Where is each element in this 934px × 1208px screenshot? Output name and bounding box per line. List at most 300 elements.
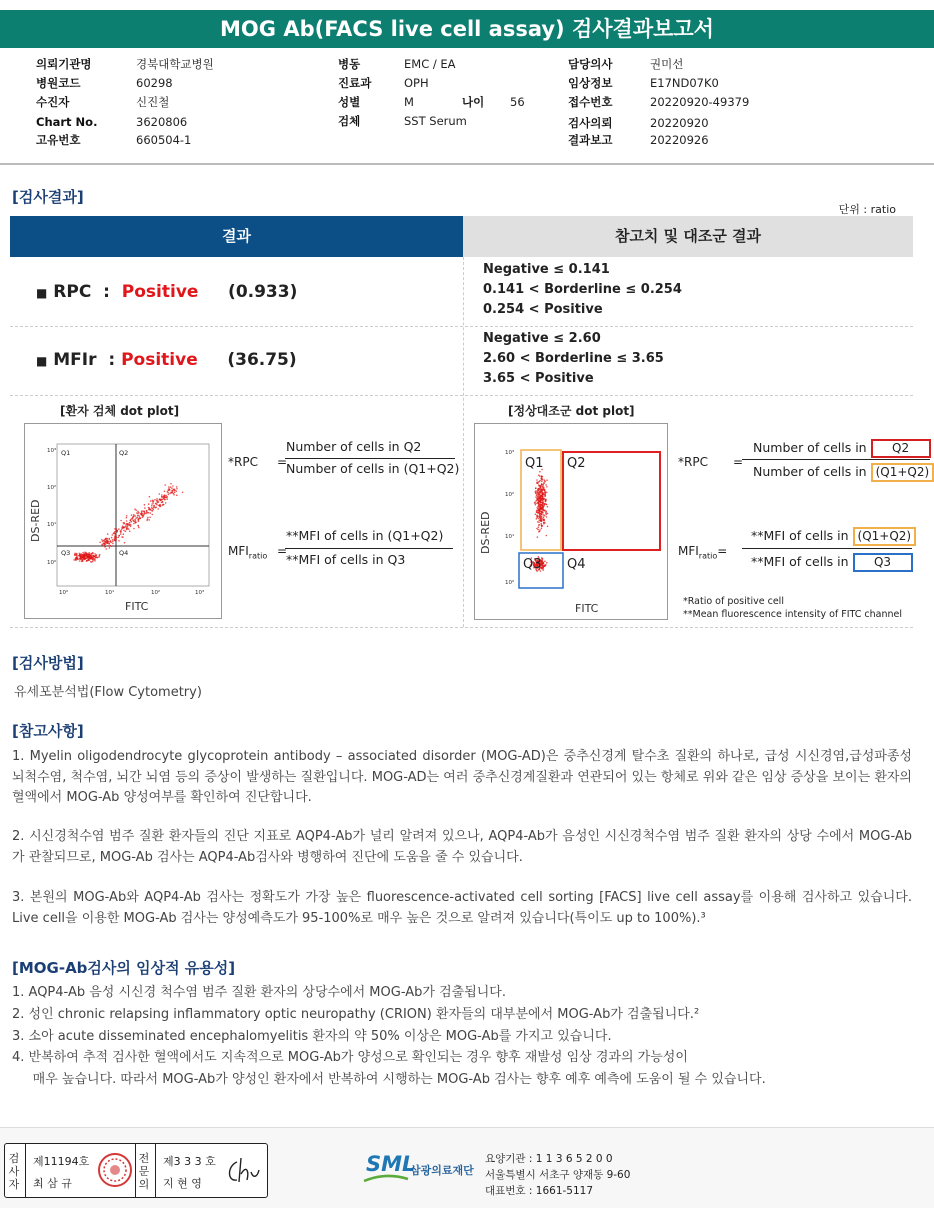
dot [123, 526, 125, 528]
dot [96, 557, 98, 559]
dot [540, 489, 542, 491]
dot [171, 487, 173, 489]
dot [127, 523, 129, 525]
row-divider [10, 326, 913, 327]
dot [116, 530, 118, 532]
dot [114, 531, 116, 533]
dot [535, 504, 537, 506]
dot [145, 512, 147, 514]
dot [543, 520, 545, 522]
dot [148, 509, 150, 511]
dot [538, 496, 540, 498]
dot [538, 488, 540, 490]
info-hospital-code: 병원코드 60298 [36, 76, 173, 90]
dot [110, 541, 112, 543]
tick-y: 10³ [505, 450, 515, 456]
q4-label: Q4 [567, 557, 586, 572]
dot [148, 512, 150, 514]
dot [102, 541, 104, 543]
dot [542, 503, 544, 505]
note-paragraph: 1. Myelin oligodendrocyte glycoprotein antibody – associated disorder (MOG-AD)은 중추신경계 탈수초 질환의 하나로, 급성 시신경염,급성파종성 뇌척수염, 척수염, 뇌간 뇌염 등의 증상이 발생하는 질환입니다. MOG-AD는 여러 중추신경계질환과 연관되어 있는 항체로 위와 같은 임상 증상을 보이는 환자의 혈액에서 MOG-Ab 양성여부를 확인하여 진단합니다. [12, 749, 912, 805]
dot [126, 520, 128, 522]
dot [541, 526, 543, 528]
dot [537, 497, 539, 499]
dot [539, 519, 541, 521]
dot [147, 518, 149, 520]
dot [126, 517, 128, 519]
dot [538, 505, 540, 507]
signature-icon [223, 1152, 265, 1190]
dot [535, 514, 537, 516]
dot [536, 479, 538, 481]
dot [543, 479, 545, 481]
dot [130, 524, 132, 526]
dot [135, 510, 137, 512]
dot [112, 534, 114, 536]
dot [74, 554, 76, 556]
dot [546, 486, 548, 488]
dot [170, 492, 172, 494]
dot [104, 546, 106, 548]
list-item: 4. 반복하여 추적 검사한 혈액에서도 지속적으로 MOG-Ab가 양성으로 확인되는 경우 향후 재발성 임상 경과의 가능성이 [12, 1050, 688, 1065]
fraction-line [285, 548, 453, 549]
dot [118, 528, 120, 530]
dot [540, 486, 542, 488]
dot [149, 496, 151, 498]
dot [137, 516, 139, 518]
dot [164, 497, 166, 499]
dot [156, 500, 158, 502]
dot [118, 535, 120, 537]
dot [547, 506, 549, 508]
dot [154, 499, 156, 501]
dot [146, 510, 148, 512]
dot [540, 523, 542, 525]
divider [135, 1144, 136, 1197]
dot [542, 558, 544, 560]
dot [169, 489, 171, 491]
dot [125, 531, 127, 533]
mfi-formula-label: $MFI_{ratio}$ [228, 544, 268, 561]
tick-y: 10³ [47, 448, 57, 454]
dot [541, 481, 543, 483]
dot [536, 517, 538, 519]
dot [118, 537, 120, 539]
dot [174, 492, 176, 494]
dot [165, 502, 167, 504]
dot [153, 505, 155, 507]
info-unique-no: 고유번호 660504-1 [36, 133, 192, 147]
dot [537, 529, 539, 531]
dot [94, 558, 96, 560]
list-item: 매우 높습니다. 따라서 MOG-Ab가 양성인 환자에서 반복하여 시행하는 MOG-Ab 검사는 향후 예후 예측에 도움이 될 수 있습니다. [12, 1072, 766, 1087]
dot [540, 504, 542, 506]
dot [538, 526, 540, 528]
dot [87, 553, 89, 555]
dot [158, 501, 160, 503]
dot [144, 507, 146, 509]
dot [109, 547, 111, 549]
dot [539, 513, 541, 515]
dot [544, 490, 546, 492]
dot [107, 545, 109, 547]
tick-x: 10¹ [105, 590, 115, 596]
dot [83, 558, 85, 560]
method-text: 유세포분석법(Flow Cytometry) [14, 685, 202, 700]
dot [168, 494, 170, 496]
dot [141, 515, 143, 517]
info-ward: 병동 EMC / EA [338, 57, 456, 71]
dot [114, 528, 116, 530]
dot [546, 535, 548, 537]
dot [144, 512, 146, 514]
dot [90, 553, 92, 555]
dot [142, 510, 144, 512]
info-doctor: 담당의사 권미선 [568, 57, 684, 71]
dot [545, 499, 547, 501]
dot [92, 558, 94, 560]
seal-icon [97, 1152, 133, 1188]
rpc-numerator: Number of cells in Q2 [286, 439, 422, 454]
dot [122, 536, 124, 538]
dot [90, 554, 92, 556]
dot [543, 567, 545, 569]
dot [133, 514, 135, 516]
rpc-numerator: Number of cells in Q2 [753, 439, 931, 458]
dot [162, 501, 164, 503]
dot [150, 512, 152, 514]
tick-y: 10² [47, 485, 57, 491]
dot [73, 559, 75, 561]
footnote-rpc: *Ratio of positive cell [683, 596, 784, 607]
dot [543, 510, 545, 512]
dot [79, 553, 81, 555]
dot [172, 490, 174, 492]
specialist-license: 제3 3 3 호 [163, 1155, 216, 1168]
dot [537, 489, 539, 491]
dot [541, 479, 543, 481]
signature-box [4, 1143, 268, 1198]
info-request-date: 검사의뢰 20220920 [568, 116, 709, 130]
dot [176, 494, 178, 496]
control-dot-plot-svg [475, 424, 667, 619]
examiner-license: 제11194호 [33, 1155, 90, 1168]
q3-label: Q3 [523, 557, 542, 572]
info-referral-org: 의뢰기관명 경북대학교병원 [36, 57, 214, 71]
dot [116, 528, 118, 530]
unit-label: 단위 : ratio [838, 203, 896, 216]
dot [157, 508, 159, 510]
dot [539, 529, 541, 531]
info-patient-name: 수진자 신진철 [36, 95, 170, 109]
dot [543, 487, 545, 489]
control-plot-title: [정상대조군 dot plot] [508, 404, 635, 418]
dot [542, 476, 544, 478]
section-title-method: [검사방법] [12, 654, 84, 672]
dot [547, 526, 549, 528]
dot [545, 484, 547, 486]
dot [535, 488, 537, 490]
dot [127, 526, 129, 528]
dot [138, 519, 140, 521]
dot [155, 503, 157, 505]
dot [543, 522, 545, 524]
dot [544, 481, 546, 483]
dot [539, 516, 541, 518]
dot [176, 490, 178, 492]
info-specimen: 검체 SST Serum [338, 114, 467, 128]
dot [155, 506, 157, 508]
dot [535, 493, 537, 495]
dot [544, 503, 546, 505]
rpc-denominator: Number of cells in (Q1+Q2) [286, 461, 460, 476]
q2-label: Q2 [119, 449, 129, 457]
dot [122, 525, 124, 527]
x-axis-label: FITC [125, 600, 149, 613]
dot [161, 496, 163, 498]
dot [86, 560, 88, 562]
dot [535, 490, 537, 492]
footer-info: 요양기관 : 1 1 3 6 5 2 0 0 서울특별시 서초구 양재동 9-60 대표번호 : 1661-5117 [485, 1153, 631, 1197]
dot [107, 533, 109, 535]
dot [159, 493, 161, 495]
dot [130, 520, 132, 522]
rpc-denominator: Number of cells in (Q1+Q2) [753, 463, 934, 482]
equals-sign: = [277, 455, 288, 469]
dot [537, 502, 539, 504]
dot [148, 503, 150, 505]
mfi-denominator: **MFI of cells in Q3 [751, 553, 913, 572]
dot [541, 489, 543, 491]
list-item: 3. 소아 acute disseminated encephalomyelitis 환자의 약 50% 이상은 MOG-Ab를 가지고 있습니다. [12, 1029, 612, 1044]
dot [108, 543, 110, 545]
dot [182, 492, 184, 494]
info-chart-no: Chart No. 3620806 [36, 115, 188, 129]
dot [543, 516, 545, 518]
dot [121, 529, 123, 531]
dot [75, 558, 77, 560]
dot [541, 528, 543, 530]
dot [153, 509, 155, 511]
dot [147, 517, 149, 519]
y-axis-label: DS-RED [479, 511, 492, 554]
dot [85, 555, 87, 557]
dot [535, 500, 537, 502]
dot [82, 560, 84, 562]
fraction-line [285, 458, 455, 459]
dot [99, 542, 101, 544]
section-title-results: [검사결과] [12, 188, 84, 206]
x-axis-label: FITC [575, 602, 599, 615]
dot [140, 518, 142, 520]
dot [537, 481, 539, 483]
dot [134, 508, 136, 510]
dot [111, 546, 113, 548]
dot [134, 519, 136, 521]
dot [98, 556, 100, 558]
report-title: MOG Ab(FACS live cell assay) 검사결과보고서 [0, 10, 934, 48]
dot [112, 543, 114, 545]
dot [546, 516, 548, 518]
section-title-clinical: [MOG-Ab검사의 임상적 유용성] [12, 959, 236, 977]
dot [173, 494, 175, 496]
dot [539, 514, 541, 516]
dot [152, 502, 154, 504]
dot [106, 542, 108, 544]
dot [537, 536, 539, 538]
list-item: 1. AQP4-Ab 음성 시신경 척수염 범주 질환 환자의 상당수에서 MOG-Ab가 검출됩니다. [12, 985, 506, 1000]
dot [133, 523, 135, 525]
mfi-formula-label: $MFI_{ratio}=$ [678, 544, 728, 561]
dot [79, 555, 81, 557]
dot [170, 486, 172, 488]
dot [105, 548, 107, 550]
dot [106, 539, 108, 541]
q2-label: Q2 [567, 456, 586, 471]
dot [541, 495, 543, 497]
result-rpc: ■ RPC : Positive (0.933) [36, 282, 298, 302]
info-sex: 성별 M 나이 56 [338, 95, 525, 109]
dot [547, 513, 549, 515]
rpc-formula-label: *RPC [228, 455, 258, 469]
dot [539, 494, 541, 496]
info-department: 진료과 OPH [338, 76, 429, 90]
dot [539, 492, 541, 494]
dot [156, 498, 158, 500]
dot [120, 533, 122, 535]
dot [164, 495, 166, 497]
dot [539, 471, 541, 473]
dot [536, 515, 538, 517]
note-paragraph: 2. 시신경척수염 범주 질환 환자들의 진단 지표로 AQP4-Ab가 널리 알려져 있으나, AQP4-Ab가 음성인 시신경척수염 범주 질환 환자의 상당 수에서 MOG-Ab가 관찰되므로, MOG-Ab 검사는 AQP4-Ab검사와 병행하여 진단에 도움을 줄 수 있습니다. [12, 829, 912, 865]
dot [131, 514, 133, 516]
dot [544, 565, 546, 567]
dot [138, 527, 140, 529]
dot [152, 500, 154, 502]
dot [129, 522, 131, 524]
dot [534, 502, 536, 504]
q4-label: Q4 [119, 549, 129, 557]
dot [174, 489, 176, 491]
tick-x: 10³ [195, 590, 205, 596]
dot [144, 504, 146, 506]
row-divider [10, 395, 913, 396]
tick-y: 10² [505, 492, 515, 498]
dot [538, 524, 540, 526]
dot [123, 530, 125, 532]
dot [538, 518, 540, 520]
logo-swoosh-icon [362, 1174, 410, 1184]
dot [115, 534, 117, 536]
dot [113, 539, 115, 541]
dot [91, 556, 93, 558]
dot [538, 522, 540, 524]
dot [176, 486, 178, 488]
divider [25, 1144, 26, 1197]
footnote-mfi: **Mean fluorescence intensity of FITC channel [683, 609, 903, 620]
divider [155, 1144, 156, 1197]
dot [152, 514, 154, 516]
dot [95, 555, 97, 557]
dot [120, 531, 122, 533]
dot [94, 553, 96, 555]
divider [0, 163, 934, 165]
dot [118, 540, 120, 542]
dot [105, 538, 107, 540]
q1-label: Q1 [61, 449, 71, 457]
dot [112, 539, 114, 541]
dot [126, 515, 128, 517]
patient-dot-plot [24, 423, 222, 619]
dot [165, 497, 167, 499]
dot [168, 486, 170, 488]
dot [536, 511, 538, 513]
row-divider [10, 627, 913, 628]
dot [129, 531, 131, 533]
dot [90, 561, 92, 563]
mfi-denominator: **MFI of cells in Q3 [286, 552, 406, 567]
equals-sign: = [277, 544, 288, 558]
fraction-line [742, 459, 930, 460]
dot [76, 555, 78, 557]
dot [159, 504, 161, 506]
dot [126, 528, 128, 530]
dot [544, 561, 546, 563]
reference-rpc: Negative ≤ 0.141 0.141 < Borderline ≤ 0.254 0.254 < Positive [483, 262, 682, 317]
tick-x: 10⁰ [59, 590, 69, 596]
dot [546, 479, 548, 481]
dot [172, 485, 174, 487]
dot [104, 544, 106, 546]
patient-dot-plot-svg [25, 424, 221, 618]
dot [538, 501, 540, 503]
dot [81, 555, 83, 557]
dot [121, 527, 123, 529]
dot [543, 501, 545, 503]
dot [79, 560, 81, 562]
dot [125, 526, 127, 528]
dot [159, 498, 161, 500]
dot [176, 488, 178, 490]
header-result: 결과 [10, 216, 463, 257]
header-reference: 참고치 및 대조군 결과 [463, 216, 913, 257]
dot [537, 499, 539, 501]
info-receipt-no: 접수번호 20220920-49379 [568, 95, 750, 109]
dot [545, 511, 547, 513]
q1-label: Q1 [525, 456, 544, 471]
org-name: 삼광의료재단 [410, 1164, 474, 1177]
dot [541, 524, 543, 526]
result-mfir: ■ MFIr : Positive (36.75) [36, 350, 297, 370]
dot [74, 553, 76, 555]
dot [545, 564, 547, 566]
dot [540, 499, 542, 501]
dot [543, 494, 545, 496]
sml-logo: SML [366, 1152, 416, 1176]
dot [88, 557, 90, 559]
dot [161, 494, 163, 496]
dot [543, 569, 545, 571]
dot [545, 514, 547, 516]
info-clinical: 임상정보 E17ND07K0 [568, 76, 719, 90]
dot [85, 558, 87, 560]
examiner-name: 최 삼 규 [33, 1177, 72, 1190]
dot [150, 500, 152, 502]
dot [79, 558, 81, 560]
dot [120, 520, 122, 522]
dot [542, 498, 544, 500]
dot [166, 498, 168, 500]
